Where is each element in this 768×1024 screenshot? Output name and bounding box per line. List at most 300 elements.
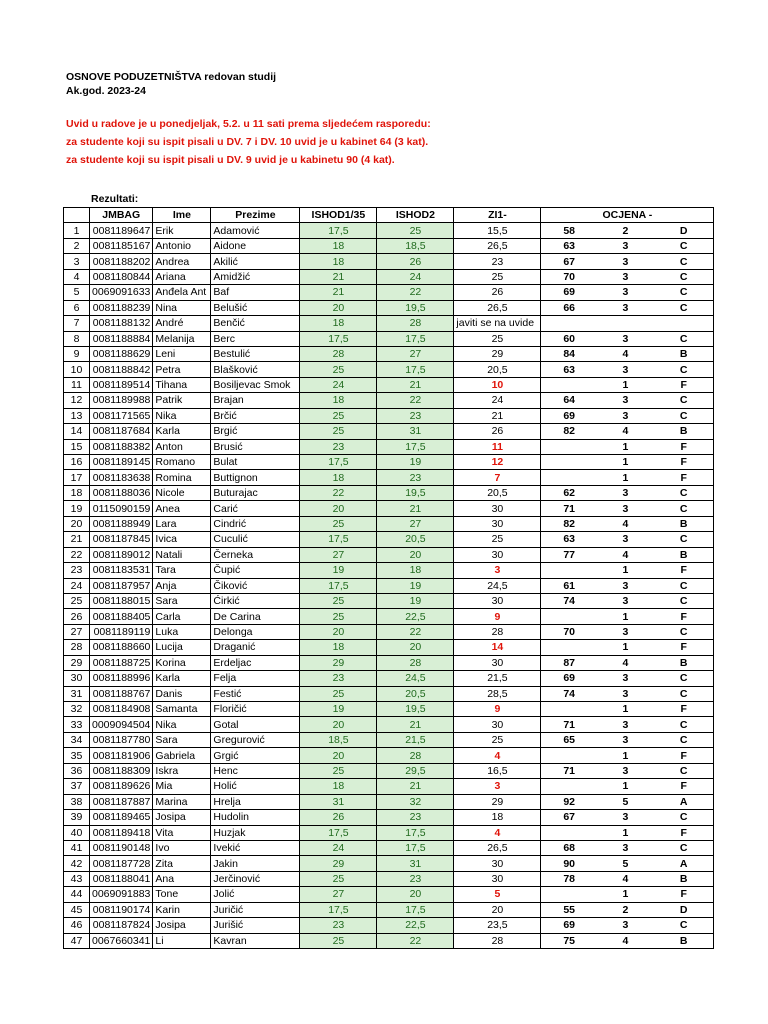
- ishod2-cell: 23: [377, 871, 454, 886]
- grade-cell: 1: [597, 455, 654, 470]
- ishod1-cell: 18: [300, 640, 377, 655]
- first-name-cell: Nicole: [153, 485, 211, 500]
- last-name-cell: Felja: [211, 671, 300, 686]
- ishod2-cell: 26: [377, 254, 454, 269]
- jmbag-cell: 0081188041: [90, 871, 153, 886]
- zi1-cell: 23: [454, 254, 541, 269]
- jmbag-cell: 0081187684: [90, 424, 153, 439]
- row-number: 20: [64, 516, 90, 531]
- jmbag-cell: 0081189465: [90, 810, 153, 825]
- last-name-cell: Gotal: [211, 717, 300, 732]
- grade-cell: 1: [597, 887, 654, 902]
- points-cell: 74: [541, 686, 597, 701]
- last-name-cell: Černeka: [211, 547, 300, 562]
- ishod2-cell: 24: [377, 269, 454, 284]
- zi1-cell: 28,5: [454, 686, 541, 701]
- points-cell: 60: [541, 331, 597, 346]
- grade-cell: 4: [597, 655, 654, 670]
- points-cell: 68: [541, 840, 597, 855]
- points-cell: 66: [541, 300, 597, 315]
- points-cell: 67: [541, 810, 597, 825]
- grade-cell: 3: [597, 717, 654, 732]
- first-name-cell: Josipa: [153, 810, 211, 825]
- first-name-cell: Anea: [153, 501, 211, 516]
- jmbag-cell: 0081187824: [90, 918, 153, 933]
- document-header: [66, 70, 276, 98]
- last-name-cell: Floričić: [211, 702, 300, 717]
- jmbag-cell: 0081188309: [90, 763, 153, 778]
- points-cell: 64: [541, 393, 597, 408]
- points-cell: 58: [541, 223, 597, 238]
- grade-cell: 1: [597, 748, 654, 763]
- points-cell: 71: [541, 763, 597, 778]
- row-number: 43: [64, 871, 90, 886]
- last-name-cell: Akilić: [211, 254, 300, 269]
- ishod2-cell: 22: [377, 393, 454, 408]
- zi1-cell: 12: [454, 455, 541, 470]
- table-row: [64, 702, 714, 717]
- grade-cell: 3: [597, 331, 654, 346]
- letter-grade-cell: F: [654, 470, 714, 485]
- row-number: 34: [64, 732, 90, 747]
- jmbag-cell: 0081188132: [90, 316, 153, 331]
- first-name-cell: Leni: [153, 346, 211, 361]
- table-row: [64, 331, 714, 346]
- jmbag-cell: 0081189119: [90, 624, 153, 639]
- zi1-cell: 29: [454, 346, 541, 361]
- points-cell: [541, 377, 597, 392]
- table-row: [64, 238, 714, 253]
- row-number: 47: [64, 933, 90, 948]
- last-name-cell: Brusić: [211, 439, 300, 454]
- first-name-cell: Karla: [153, 424, 211, 439]
- zi1-cell: 26,5: [454, 238, 541, 253]
- ishod1-cell: 25: [300, 362, 377, 377]
- jmbag-cell: 0081188405: [90, 609, 153, 624]
- letter-grade-cell: F: [654, 702, 714, 717]
- zi1-cell: 30: [454, 655, 541, 670]
- table-row: [64, 717, 714, 732]
- row-number: 40: [64, 825, 90, 840]
- points-cell: [541, 316, 597, 331]
- row-number: 30: [64, 671, 90, 686]
- last-name-cell: Brčić: [211, 408, 300, 423]
- ishod1-cell: 17,5: [300, 331, 377, 346]
- jmbag-cell: 0081188725: [90, 655, 153, 670]
- header-ishod1: ISHOD1/35: [300, 208, 377, 223]
- zi1-cell: 4: [454, 825, 541, 840]
- points-cell: [541, 609, 597, 624]
- last-name-cell: Jurišić: [211, 918, 300, 933]
- zi1-cell: 21,5: [454, 671, 541, 686]
- grade-cell: 1: [597, 439, 654, 454]
- zi1-cell: 30: [454, 501, 541, 516]
- ishod2-cell: 24,5: [377, 671, 454, 686]
- points-cell: 74: [541, 593, 597, 608]
- first-name-cell: Ivica: [153, 532, 211, 547]
- ishod2-cell: 20: [377, 640, 454, 655]
- points-cell: 69: [541, 408, 597, 423]
- row-number: 23: [64, 563, 90, 578]
- table-row: [64, 501, 714, 516]
- first-name-cell: Ivo: [153, 840, 211, 855]
- zi1-cell: 26,5: [454, 300, 541, 315]
- first-name-cell: Lara: [153, 516, 211, 531]
- zi1-cell: 16,5: [454, 763, 541, 778]
- notice-line-3: za studente koji su ispit pisali u DV. 9 uvid je u kabinetu 90 (4 kat).: [66, 154, 395, 166]
- grade-cell: 1: [597, 779, 654, 794]
- first-name-cell: Nika: [153, 408, 211, 423]
- row-number: 26: [64, 609, 90, 624]
- last-name-cell: Brgić: [211, 424, 300, 439]
- grade-cell: 2: [597, 902, 654, 917]
- ishod1-cell: 18: [300, 779, 377, 794]
- last-name-cell: Festić: [211, 686, 300, 701]
- ishod1-cell: 27: [300, 547, 377, 562]
- jmbag-cell: 0081188036: [90, 485, 153, 500]
- first-name-cell: André: [153, 316, 211, 331]
- last-name-cell: Juričić: [211, 902, 300, 917]
- letter-grade-cell: C: [654, 362, 714, 377]
- points-cell: 92: [541, 794, 597, 809]
- letter-grade-cell: F: [654, 640, 714, 655]
- first-name-cell: Vita: [153, 825, 211, 840]
- points-cell: 90: [541, 856, 597, 871]
- table-row: [64, 455, 714, 470]
- jmbag-cell: 0081188239: [90, 300, 153, 315]
- grade-cell: 3: [597, 763, 654, 778]
- grade-cell: 3: [597, 501, 654, 516]
- grade-cell: 3: [597, 285, 654, 300]
- points-cell: 77: [541, 547, 597, 562]
- letter-grade-cell: C: [654, 918, 714, 933]
- ishod1-cell: 31: [300, 794, 377, 809]
- points-cell: [541, 470, 597, 485]
- ishod2-cell: 19: [377, 578, 454, 593]
- last-name-cell: Benčić: [211, 316, 300, 331]
- last-name-cell: Draganić: [211, 640, 300, 655]
- letter-grade-cell: F: [654, 455, 714, 470]
- points-cell: 65: [541, 732, 597, 747]
- ishod2-cell: 23: [377, 810, 454, 825]
- jmbag-cell: 0081183638: [90, 470, 153, 485]
- letter-grade-cell: C: [654, 285, 714, 300]
- jmbag-cell: 0081183531: [90, 563, 153, 578]
- points-cell: 67: [541, 254, 597, 269]
- first-name-cell: Gabriela: [153, 748, 211, 763]
- grade-cell: 3: [597, 578, 654, 593]
- ishod1-cell: 29: [300, 856, 377, 871]
- row-number: 29: [64, 655, 90, 670]
- ishod2-cell: 17,5: [377, 902, 454, 917]
- jmbag-cell: 0081188382: [90, 439, 153, 454]
- points-cell: [541, 640, 597, 655]
- points-cell: 87: [541, 655, 597, 670]
- ishod2-cell: 20: [377, 887, 454, 902]
- last-name-cell: Gregurović: [211, 732, 300, 747]
- ishod2-cell: 23: [377, 408, 454, 423]
- zi1-cell: 30: [454, 547, 541, 562]
- letter-grade-cell: F: [654, 609, 714, 624]
- row-number: 45: [64, 902, 90, 917]
- ishod2-cell: 20,5: [377, 686, 454, 701]
- jmbag-cell: 0081189012: [90, 547, 153, 562]
- row-number: 21: [64, 532, 90, 547]
- header-ishod2: ISHOD2: [377, 208, 454, 223]
- zi1-cell: 25: [454, 331, 541, 346]
- points-cell: [541, 455, 597, 470]
- points-cell: 82: [541, 516, 597, 531]
- ishod1-cell: 18: [300, 470, 377, 485]
- ishod1-cell: 25: [300, 933, 377, 948]
- letter-grade-cell: C: [654, 578, 714, 593]
- points-cell: 78: [541, 871, 597, 886]
- letter-grade-cell: C: [654, 840, 714, 855]
- first-name-cell: Iskra: [153, 763, 211, 778]
- header-jmbag: JMBAG: [90, 208, 153, 223]
- points-cell: 69: [541, 918, 597, 933]
- table-row: [64, 686, 714, 701]
- jmbag-cell: 0081188996: [90, 671, 153, 686]
- table-row: [64, 285, 714, 300]
- zi1-cell: 5: [454, 887, 541, 902]
- ishod1-cell: 20: [300, 300, 377, 315]
- letter-grade-cell: B: [654, 516, 714, 531]
- zi1-cell: 10: [454, 377, 541, 392]
- row-number: 22: [64, 547, 90, 562]
- zi1-cell: 26,5: [454, 840, 541, 855]
- zi1-cell: 9: [454, 609, 541, 624]
- ishod2-cell: 18,5: [377, 238, 454, 253]
- table-row: [64, 516, 714, 531]
- row-number: 33: [64, 717, 90, 732]
- table-row: [64, 825, 714, 840]
- points-cell: [541, 887, 597, 902]
- ishod1-cell: 20: [300, 717, 377, 732]
- results-label: Rezultati:: [91, 193, 139, 205]
- table-row: [64, 316, 714, 331]
- first-name-cell: Nika: [153, 717, 211, 732]
- zi1-cell: 24: [454, 393, 541, 408]
- table-row: [64, 840, 714, 855]
- ishod1-cell: 21: [300, 285, 377, 300]
- points-cell: 84: [541, 346, 597, 361]
- course-title: OSNOVE PODUZETNIŠTVA redovan studij: [66, 71, 277, 83]
- ishod1-cell: 25: [300, 871, 377, 886]
- jmbag-cell: 0081190174: [90, 902, 153, 917]
- grade-cell: 4: [597, 871, 654, 886]
- grade-cell: 3: [597, 593, 654, 608]
- table-row: [64, 393, 714, 408]
- grade-cell: [597, 316, 654, 331]
- row-number: 14: [64, 424, 90, 439]
- row-number: 3: [64, 254, 90, 269]
- letter-grade-cell: C: [654, 593, 714, 608]
- academic-year: Ak.god. 2023-24: [66, 85, 146, 97]
- ishod2-cell: 17,5: [377, 439, 454, 454]
- row-number: 6: [64, 300, 90, 315]
- header-num: [64, 208, 90, 223]
- first-name-cell: Anja: [153, 578, 211, 593]
- zi1-cell: 30: [454, 871, 541, 886]
- row-number: 15: [64, 439, 90, 454]
- points-cell: 69: [541, 285, 597, 300]
- ishod1-cell: 25: [300, 686, 377, 701]
- table-row: [64, 763, 714, 778]
- row-number: 38: [64, 794, 90, 809]
- last-name-cell: Baf: [211, 285, 300, 300]
- jmbag-cell: 0081185167: [90, 238, 153, 253]
- row-number: 44: [64, 887, 90, 902]
- points-cell: [541, 748, 597, 763]
- points-cell: [541, 563, 597, 578]
- first-name-cell: Tihana: [153, 377, 211, 392]
- letter-grade-cell: C: [654, 501, 714, 516]
- first-name-cell: Luka: [153, 624, 211, 639]
- grade-cell: 2: [597, 223, 654, 238]
- zi1-cell: 29: [454, 794, 541, 809]
- letter-grade-cell: C: [654, 331, 714, 346]
- ishod1-cell: 17,5: [300, 223, 377, 238]
- ishod2-cell: 21: [377, 377, 454, 392]
- letter-grade-cell: B: [654, 424, 714, 439]
- grade-cell: 4: [597, 424, 654, 439]
- first-name-cell: Mia: [153, 779, 211, 794]
- last-name-cell: Amidžić: [211, 269, 300, 284]
- last-name-cell: Jerčinović: [211, 871, 300, 886]
- row-number: 18: [64, 485, 90, 500]
- jmbag-cell: 0081188660: [90, 640, 153, 655]
- zi1-cell: 24,5: [454, 578, 541, 593]
- last-name-cell: Brajan: [211, 393, 300, 408]
- last-name-cell: Berc: [211, 331, 300, 346]
- last-name-cell: Jolić: [211, 887, 300, 902]
- table-row: [64, 794, 714, 809]
- grade-cell: 1: [597, 377, 654, 392]
- points-cell: [541, 825, 597, 840]
- grade-cell: 3: [597, 269, 654, 284]
- table-row: [64, 346, 714, 361]
- last-name-cell: Jakin: [211, 856, 300, 871]
- jmbag-cell: 0069091633: [90, 285, 153, 300]
- grade-cell: 3: [597, 671, 654, 686]
- ishod1-cell: 17,5: [300, 825, 377, 840]
- ishod1-cell: 19: [300, 702, 377, 717]
- letter-grade-cell: C: [654, 238, 714, 253]
- zi1-cell: 28: [454, 624, 541, 639]
- table-row: [64, 300, 714, 315]
- ishod1-cell: 22: [300, 485, 377, 500]
- table-row: [64, 871, 714, 886]
- jmbag-cell: 0081189145: [90, 455, 153, 470]
- grade-cell: 4: [597, 516, 654, 531]
- row-number: 25: [64, 593, 90, 608]
- row-number: 46: [64, 918, 90, 933]
- letter-grade-cell: C: [654, 485, 714, 500]
- grade-cell: 1: [597, 563, 654, 578]
- last-name-cell: Adamović: [211, 223, 300, 238]
- jmbag-cell: 0081188629: [90, 346, 153, 361]
- letter-grade-cell: C: [654, 810, 714, 825]
- row-number: 7: [64, 316, 90, 331]
- zi1-cell: 4: [454, 748, 541, 763]
- letter-grade-cell: B: [654, 655, 714, 670]
- ishod1-cell: 23: [300, 671, 377, 686]
- row-number: 37: [64, 779, 90, 794]
- first-name-cell: Romano: [153, 455, 211, 470]
- letter-grade-cell: C: [654, 532, 714, 547]
- table-row: [64, 377, 714, 392]
- letter-grade-cell: C: [654, 763, 714, 778]
- jmbag-cell: 0081188767: [90, 686, 153, 701]
- zi1-cell: 23,5: [454, 918, 541, 933]
- row-number: 4: [64, 269, 90, 284]
- header-ime: Ime: [153, 208, 211, 223]
- jmbag-cell: 0081187780: [90, 732, 153, 747]
- letter-grade-cell: D: [654, 223, 714, 238]
- zi1-cell: 30: [454, 717, 541, 732]
- letter-grade-cell: C: [654, 393, 714, 408]
- first-name-cell: Sara: [153, 593, 211, 608]
- grade-cell: 3: [597, 254, 654, 269]
- row-number: 11: [64, 377, 90, 392]
- first-name-cell: Ariana: [153, 269, 211, 284]
- jmbag-cell: 0081188884: [90, 331, 153, 346]
- row-number: 41: [64, 840, 90, 855]
- jmbag-cell: 0115090159: [90, 501, 153, 516]
- table-row: [64, 624, 714, 639]
- header-zi1: ZI1-: [454, 208, 541, 223]
- first-name-cell: Marina: [153, 794, 211, 809]
- letter-grade-cell: C: [654, 671, 714, 686]
- zi1-cell: 28: [454, 933, 541, 948]
- header-ocjena: OCJENA -: [541, 208, 714, 223]
- letter-grade-cell: F: [654, 887, 714, 902]
- points-cell: 62: [541, 485, 597, 500]
- ishod2-cell: 17,5: [377, 825, 454, 840]
- last-name-cell: Aidone: [211, 238, 300, 253]
- row-number: 10: [64, 362, 90, 377]
- letter-grade-cell: F: [654, 439, 714, 454]
- ishod2-cell: 21: [377, 779, 454, 794]
- letter-grade-cell: F: [654, 825, 714, 840]
- jmbag-cell: 0081181906: [90, 748, 153, 763]
- results-table: [63, 207, 714, 949]
- zi1-cell: 30: [454, 516, 541, 531]
- ishod1-cell: 25: [300, 609, 377, 624]
- row-number: 8: [64, 331, 90, 346]
- ishod1-cell: 18: [300, 238, 377, 253]
- zi1-cell: 30: [454, 593, 541, 608]
- ishod2-cell: 22: [377, 285, 454, 300]
- last-name-cell: Henc: [211, 763, 300, 778]
- ishod1-cell: 17,5: [300, 902, 377, 917]
- ishod2-cell: 21: [377, 501, 454, 516]
- notice-line-1: Uvid u radove je u ponedjeljak, 5.2. u 11 sati prema sljedećem rasporedu:: [66, 118, 431, 130]
- review-notice: [66, 115, 431, 169]
- last-name-cell: Ivekić: [211, 840, 300, 855]
- table-row: [64, 779, 714, 794]
- grade-cell: 3: [597, 485, 654, 500]
- points-cell: 70: [541, 624, 597, 639]
- first-name-cell: Danis: [153, 686, 211, 701]
- table-row: [64, 547, 714, 562]
- points-cell: 63: [541, 238, 597, 253]
- ishod1-cell: 20: [300, 624, 377, 639]
- ishod1-cell: 25: [300, 593, 377, 608]
- ishod1-cell: 26: [300, 810, 377, 825]
- jmbag-cell: 0081189514: [90, 377, 153, 392]
